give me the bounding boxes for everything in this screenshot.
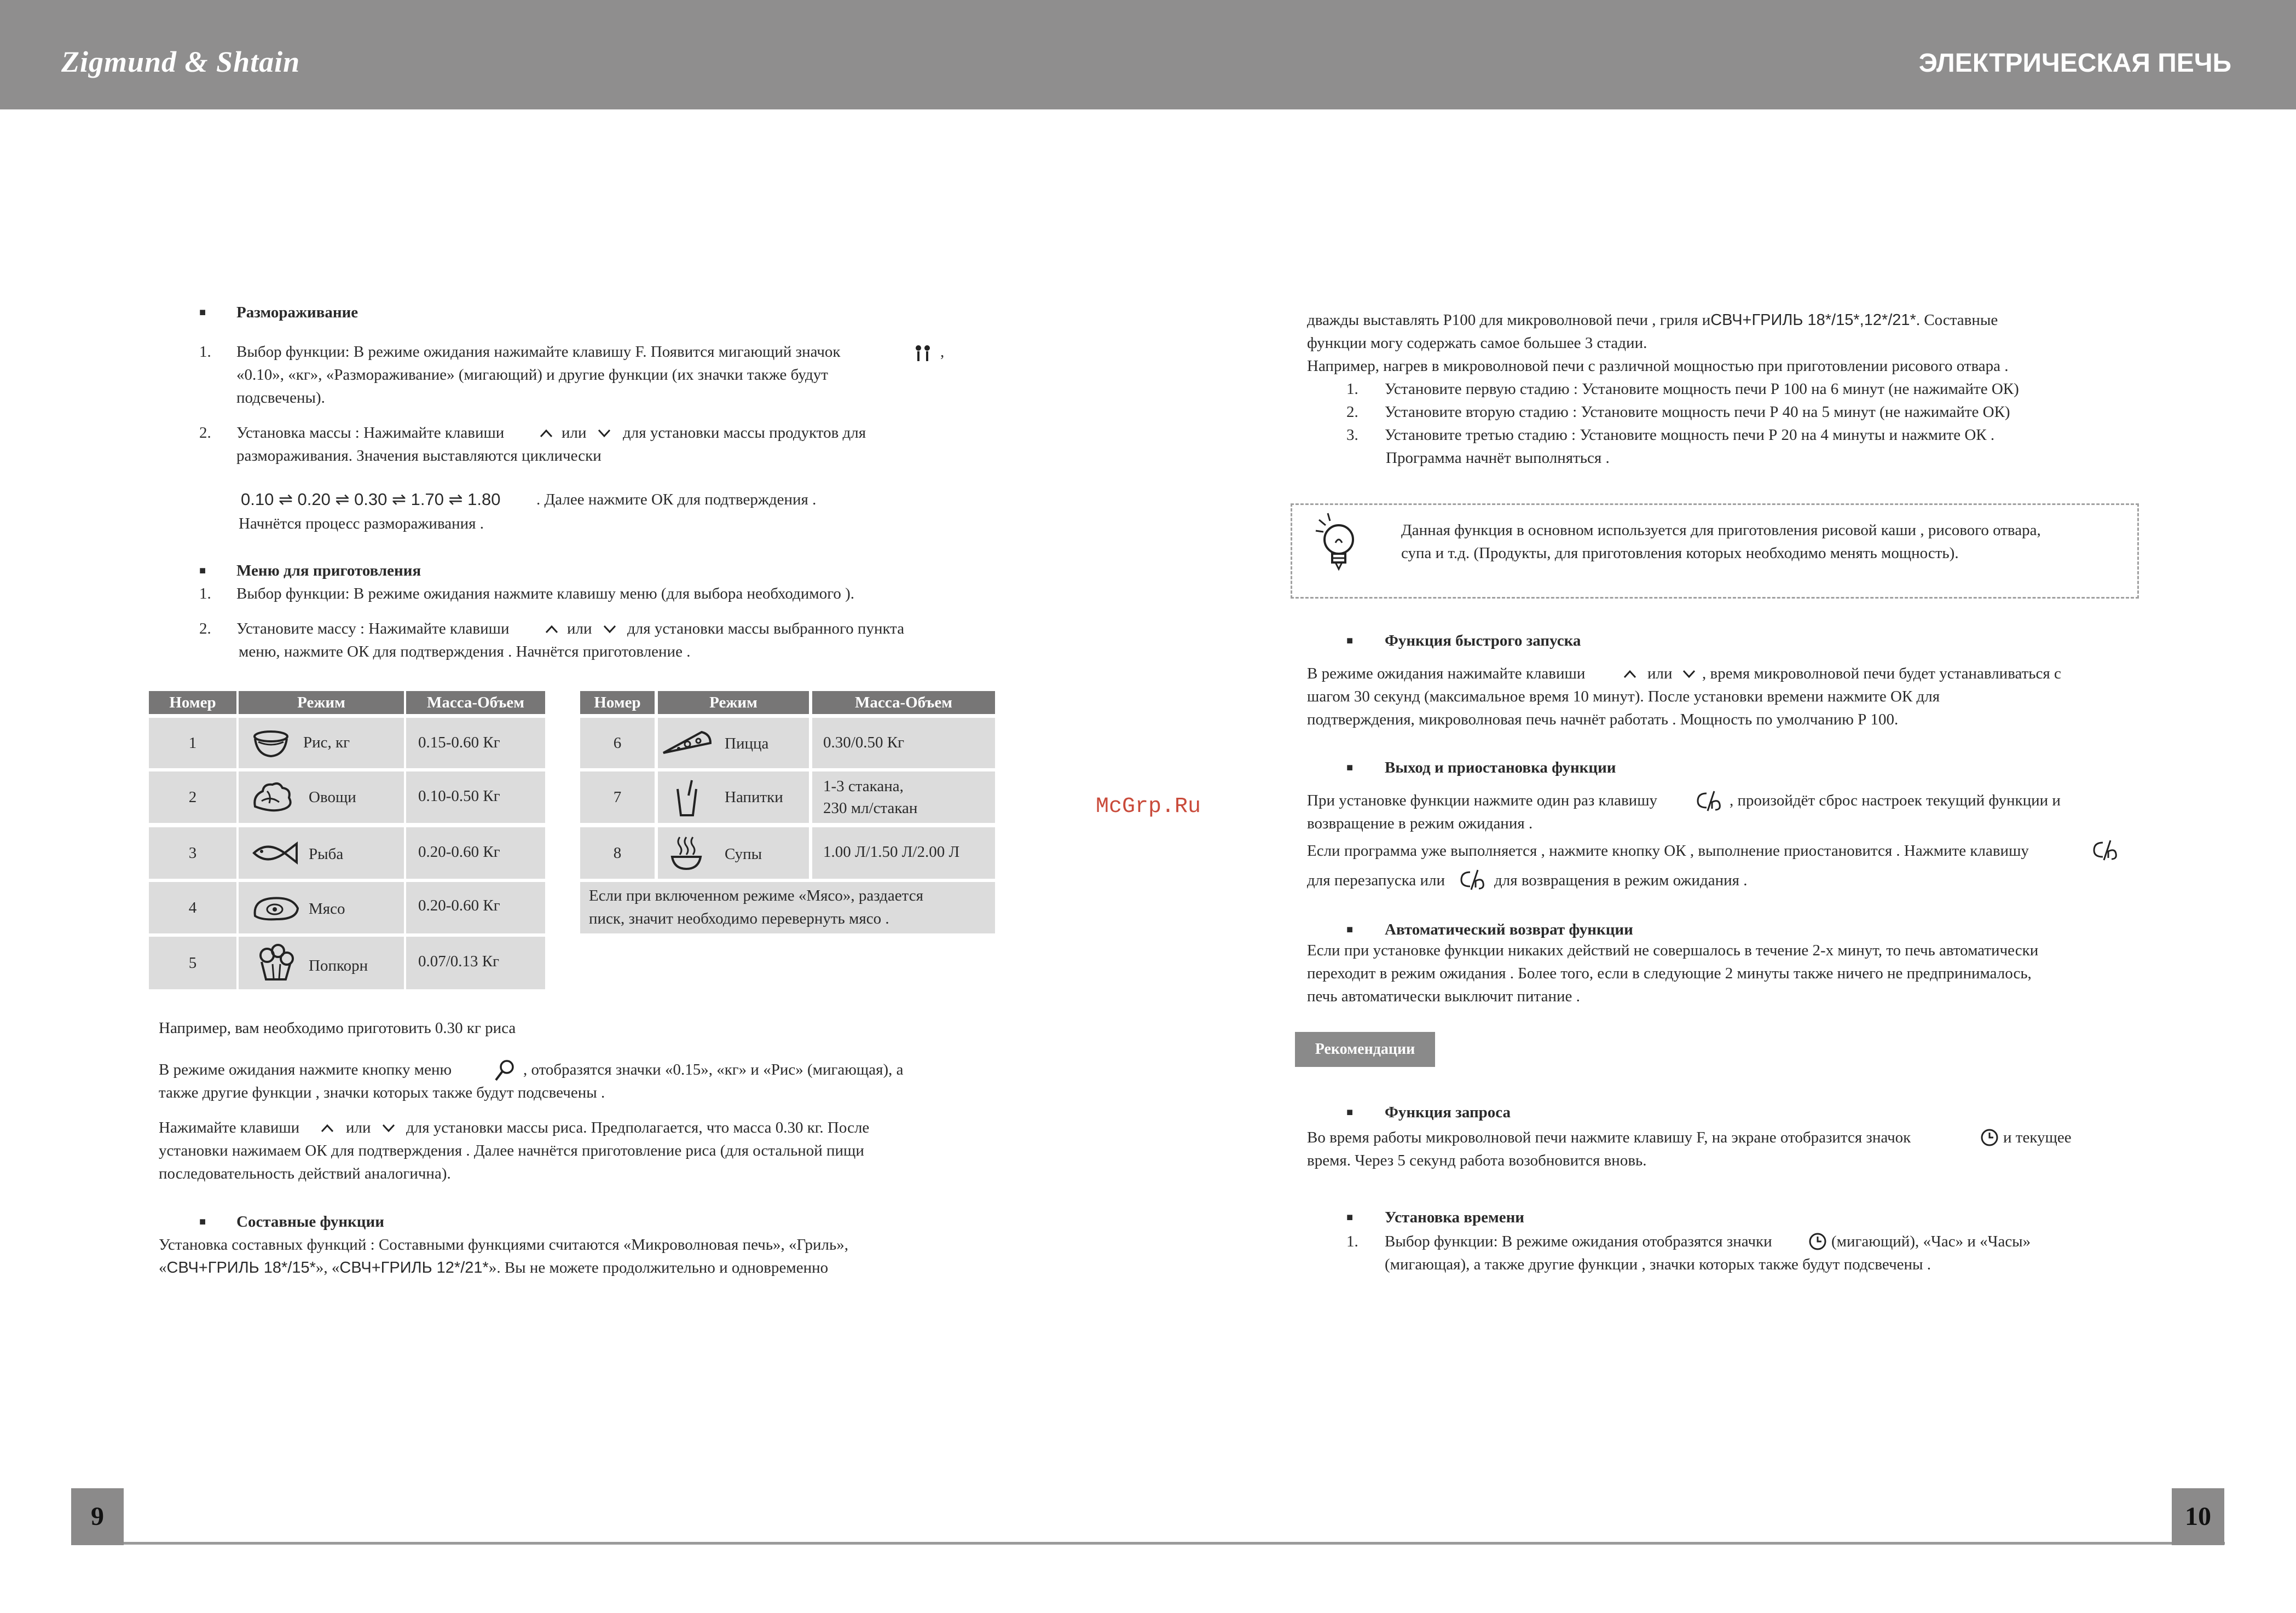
bullet: ■ [199,306,206,318]
section-heading-pause: Выход и приостановка функции [1385,759,1616,776]
autoreturn-line: переходит в режим ожидания . Более того, если в следующие 2 минуты также ничего не предпринималось, [1307,965,2032,982]
weight-cycle: 0.10 ⇌ 0.20 ⇌ 0.30 ⇌ 1.70 ⇌ 1.80 [241,490,501,509]
arrow-up-icon [544,624,559,635]
table-cell [406,827,545,879]
pause-line: для перезапуска или [1307,872,1445,889]
or-word: или [567,620,592,637]
table-cell [658,827,809,879]
clock-icon [1980,1128,1999,1147]
arrow-down-icon [1681,669,1697,680]
example-line: для установки массы риса. Предполагается, что масса 0.30 кг. После [406,1119,870,1136]
table-cell [406,937,545,989]
table-cell [239,827,404,879]
bullet: ■ [199,565,206,577]
mass-value: 0.20-0.60 Кг [418,897,500,914]
note-line: Если при включенном режиме «Мясо», раздается [589,887,923,904]
rice-bowl-icon [252,729,290,759]
example-line: , отобразятся значки «0.15», «кг» и «Рис» (мигающая), а [523,1061,904,1078]
pause-line: Если программа уже выполняется , нажмите кнопку ОК , выполнение приостановится . Нажмите клавишу [1307,842,2029,860]
stop-cancel-icon [1459,869,1490,891]
combo-cont-line: Например, нагрев в микроволновой печи с различной мощностью при приготовлении рисового отвара . [1307,357,2009,375]
section-heading-query: Функция запроса [1385,1104,1511,1121]
table-cell: 5 [149,937,236,989]
defrost-line: Выбор функции: В режиме ожидания нажимайте клавишу F. Появится мигающий значок [236,343,841,361]
quick-line: подтверждения, микроволновая печь начнёт работать . Мощность по умолчанию Р 100. [1307,711,1899,728]
table-cell [239,937,404,989]
table-cell [239,771,404,823]
soup-icon [670,835,703,871]
list-number: 2. [1346,403,1358,421]
page-number-right: 10 [2172,1488,2224,1545]
defrost-line: для установки массы продуктов для [623,424,866,442]
bullet: ■ [1346,1211,1354,1223]
defrost-line: , [940,343,945,361]
document-title: ЭЛЕКТРИЧЕСКАЯ ПЕЧЬ [1918,49,2231,78]
table-cell: 6 [580,718,655,768]
pause-line: При установке функции нажмите один раз клавишу [1307,792,1658,809]
mass-value: 0.30/0.50 Кг [823,734,905,751]
table-cell [406,771,545,823]
quick-line: В режиме ожидания нажимайте клавиши [1307,665,1586,682]
menu-line: меню, нажмите ОК для подтверждения . Начнётся приготовление . [239,643,691,660]
table-cell [239,882,404,933]
arrow-down-icon [381,1123,396,1134]
section-heading-auto-return: Автоматический возврат функции [1385,921,1633,938]
table-header: Масса-Объем [812,691,995,714]
defrost-line: подсвечены). [236,389,325,407]
brand-logo: Zigmund & Shtain [61,45,300,78]
list-number: 3. [1346,426,1358,444]
query-line: время. Через 5 секунд работа возобновится вновь. [1307,1152,1647,1169]
bullet: ■ [1346,924,1354,936]
time-line: (мигающая), а также другие функции , значки которых также будут подсвечены . [1385,1256,1931,1273]
or-word: или [562,424,587,442]
section-heading-time: Установка времени [1385,1209,1524,1226]
bullet: ■ [199,1216,206,1228]
section-heading-combo: Составные функции [236,1213,384,1231]
autoreturn-line: Если при установке функции никаких действий не совершалось в течение 2-х минут, то печь автоматически [1307,942,2039,959]
bullet: ■ [1346,1106,1354,1118]
table-header: Режим [239,691,404,714]
tip-line: Данная функция в основном используется для приготовления рисовой каши , рисового отвара, [1401,521,2041,539]
mode-label: Супы [725,845,762,863]
vegetables-icon [251,779,294,814]
mass-value: 1.00 Л/1.50 Л/2.00 Л [823,843,960,861]
step-line: Установите вторую стадию : Установите мощность печи Р 40 на 5 минут (не нажимайте ОК) [1385,403,2010,421]
clock-icon [1808,1232,1827,1251]
quick-line: , время микроволновой печи будет устанавливаться с [1702,665,2061,682]
example-line: также другие функции , значки которых также будут подсвечены . [159,1084,605,1101]
note-line: писк, значит необходимо перевернуть мясо . [589,910,889,927]
section-heading-defrost: Размораживание [236,304,358,321]
table-cell [658,718,809,768]
menu-line: для установки массы выбранного пункта [627,620,905,637]
defrost-line: «0.10», «кг», «Размораживание» (мигающий) и другие функции (их значки также будут [236,366,828,384]
table-cell [812,827,995,879]
arrow-down-icon [597,428,612,439]
bullet: ■ [1346,635,1354,647]
query-line: Во время работы микроволновой печи нажмите клавишу F, на экране отобразится значок [1307,1129,1911,1146]
pause-line: возвращение в режим ожидания . [1307,815,1533,832]
table-cell [812,718,995,768]
arrow-up-icon [539,428,554,439]
defrost-line: . Далее нажмите ОК для подтверждения . [536,491,817,508]
autoreturn-line: печь автоматически выключит питание . [1307,988,1580,1005]
pause-line: для возвращения в режим ожидания . [1494,872,1748,889]
recommendations-badge: Рекомендации [1295,1032,1435,1067]
table-cell [239,718,404,768]
lightbulb-icon [1314,512,1360,578]
combo-cont-line: дважды выставлять Р100 для микроволновой печи , гриля иСВЧ+ГРИЛЬ 18*/15*,12*/21*. Составные [1307,311,1998,329]
table-cell [406,882,545,933]
mass-value: 1-3 стакана, [823,778,904,795]
drink-icon [673,779,701,817]
footer-rule [71,1542,2225,1545]
combo-cont-line: функции могу содержать самое большее 3 стадии. [1307,334,1647,352]
table-cell: 8 [580,827,655,879]
fish-icon [251,839,300,867]
menu-line: Установите массу : Нажимайте клавиши [236,620,510,637]
quick-line: шагом 30 секунд (максимальное время 10 минут). После установки времени нажмите ОК для [1307,688,1940,705]
example-line: В режиме ожидания нажмите кнопку меню [159,1061,452,1078]
popcorn-icon [255,943,297,983]
mode-label: Рыба [309,845,344,863]
list-number: 1. [199,585,211,602]
section-heading-menu: Меню для приготовления [236,562,421,579]
mass-value: 0.20-0.60 Кг [418,843,500,861]
table-header: Режим [658,691,809,714]
mass-value: 0.10-0.50 Кг [418,787,500,805]
search-icon [494,1059,516,1082]
mass-value: 0.07/0.13 Кг [418,953,500,970]
or-word: или [1647,665,1673,682]
arrow-up-icon [320,1123,335,1134]
stop-cancel-icon [1696,790,1726,812]
watermark: McGrp.Ru [1096,794,1201,819]
table-header: Номер [149,691,236,714]
pizza-icon [660,729,715,756]
mass-value: 230 мл/стакан [823,799,918,817]
arrow-down-icon [602,624,617,635]
tip-line: супа и т.д. (Продукты, для приготовления которых необходимо менять мощность). [1401,544,1959,562]
mode-label: Овощи [309,788,356,806]
table-cell: 7 [580,771,655,823]
defrost-line: Установка массы : Нажимайте клавиши [236,424,505,442]
list-number: 2. [199,620,211,637]
mode-label: Попкорн [309,957,368,974]
list-number: 2. [199,424,211,442]
example-line: Нажимайте клавиши [159,1119,300,1136]
page-number-left: 9 [71,1488,124,1545]
combo-line: Установка составных функций : Составными функциями считаются «Микроволновая печь», «Гриль», [159,1236,848,1254]
bullet: ■ [1346,762,1354,774]
mode-label: Рис, кг [303,734,350,751]
table-header: Масса-Объем [406,691,545,714]
defrost-line: Начнётся процесс размораживания . [239,515,484,532]
time-line: (мигающий), «Час» и «Часы» [1831,1233,2031,1250]
step-line: Установите третью стадию : Установите мощность печи Р 20 на 4 минуты и нажмите ОК . [1385,426,1995,444]
table-cell [812,771,995,823]
section-heading-quick-start: Функция быстрого запуска [1385,632,1581,649]
mass-value: 0.15-0.60 Кг [418,734,500,751]
step-line: Установите первую стадию : Установите мощность печи Р 100 на 6 минут (не нажимайте ОК) [1385,380,2019,398]
or-word: или [346,1119,371,1136]
list-number: 1. [199,343,211,361]
menu-line: Выбор функции: В режиме ожидания нажмите клавишу меню (для выбора необходимого ). [236,585,855,602]
example-line: установки нажимаем ОК для подтверждения . Далее начнётся приготовление риса (для остальной пищи [159,1142,864,1159]
table-header: Номер [580,691,655,714]
meat-note [580,882,995,933]
list-number: 1. [1346,1233,1358,1250]
table-cell [406,718,545,768]
example-line: последовательность действий аналогична). [159,1165,451,1182]
list-number: 1. [1346,380,1358,398]
mode-label: Мясо [309,900,345,918]
example-line: Например, вам необходимо приготовить 0.30 кг риса [159,1019,516,1037]
combo-line: «СВЧ+ГРИЛЬ 18*/15*», «СВЧ+ГРИЛЬ 12*/21*». Вы не можете продолжительно и одновременно [159,1259,829,1277]
table-cell: 3 [149,827,236,879]
time-line: Выбор функции: В режиме ожидания отобразятся значки [1385,1233,1772,1250]
meat-icon [251,894,301,922]
table-cell: 1 [149,718,236,768]
defrost-line: размораживания. Значения выставляются циклически [236,447,602,465]
table-cell: 2 [149,771,236,823]
stop-cancel-icon [2092,839,2123,861]
mode-label: Напитки [725,788,783,806]
table-cell [658,771,809,823]
defrost-icon [913,344,933,363]
query-line: и текущее [2003,1129,2072,1146]
arrow-up-icon [1622,669,1638,680]
pause-line: , произойдёт сброс настроек текущий функции и [1730,792,2061,809]
table-cell: 4 [149,882,236,933]
step-line: Программа начнёт выполняться . [1386,449,1610,467]
mode-label: Пицца [725,735,769,752]
